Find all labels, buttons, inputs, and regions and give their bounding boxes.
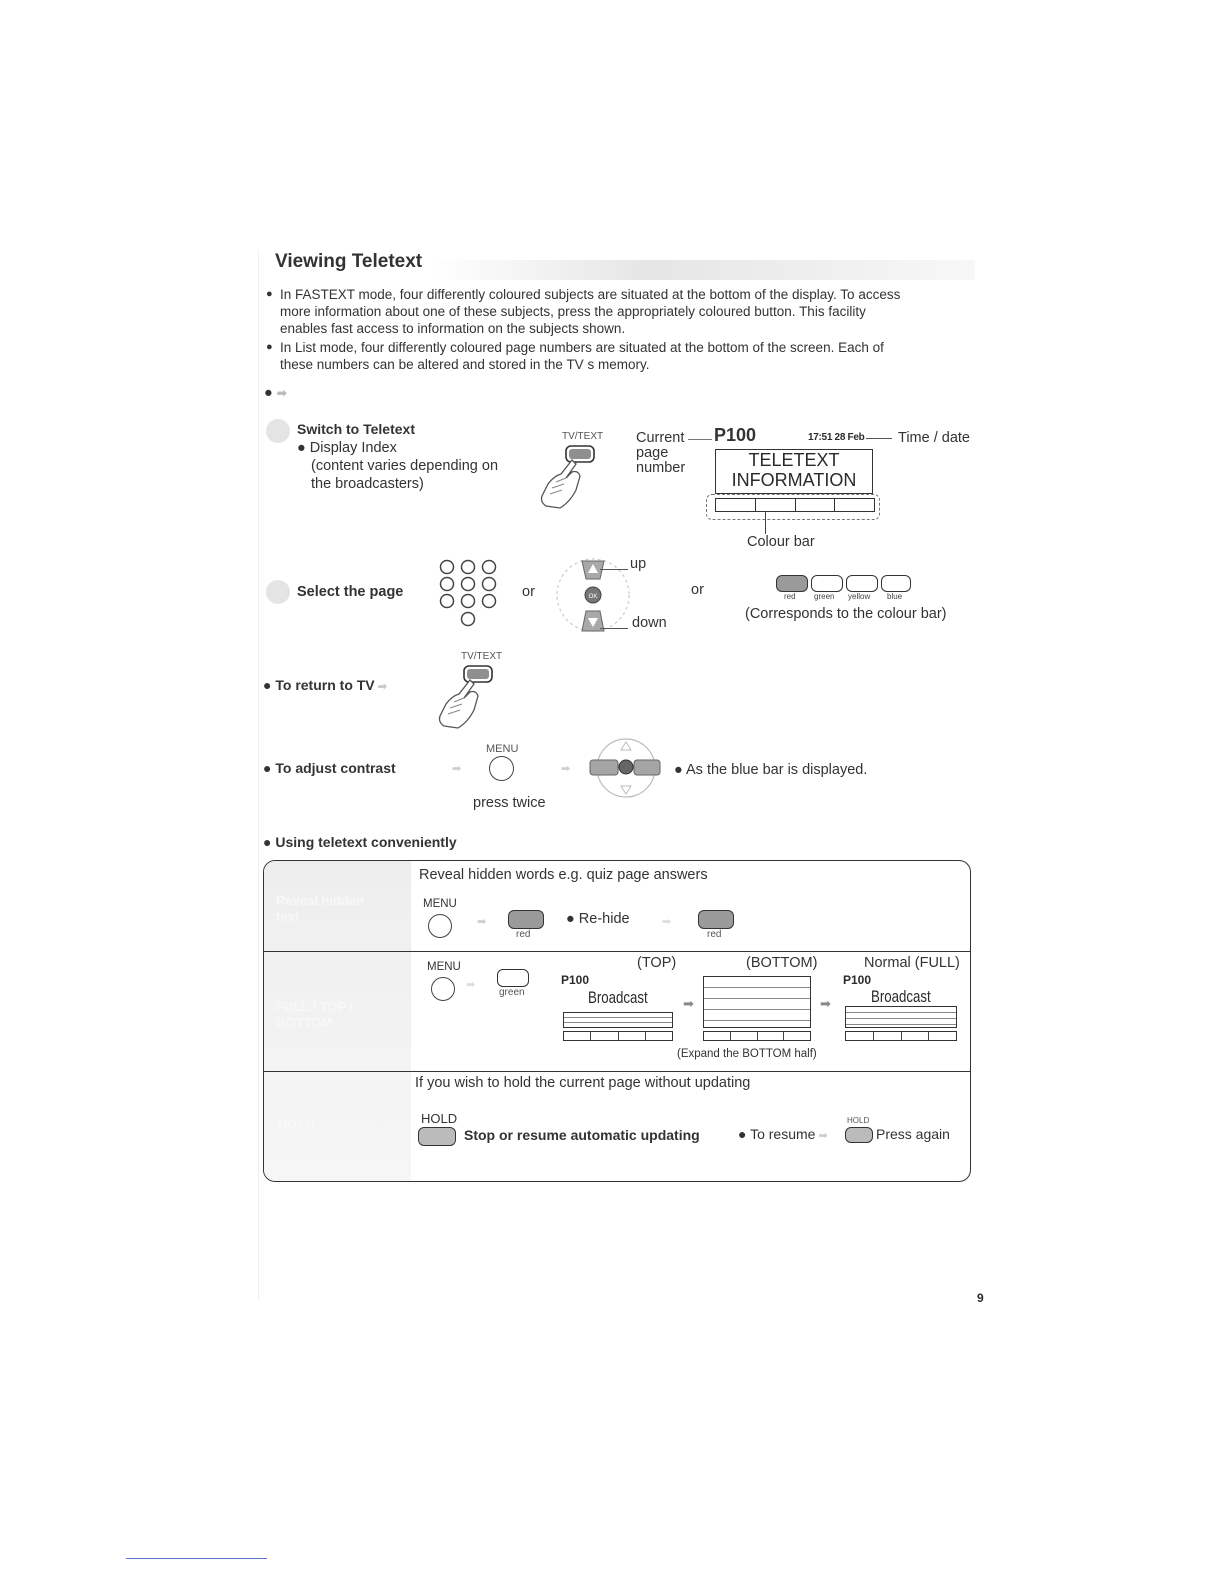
screen-line-1: TELETEXT <box>748 450 840 470</box>
stop-resume-label: Stop or resume automatic updating <box>464 1127 700 1143</box>
expand-label: (Expand the BOTTOM half) <box>677 1048 817 1060</box>
colour-bar <box>715 498 875 512</box>
menu-label: MENU <box>486 743 519 755</box>
hand-press-icon <box>436 664 500 730</box>
bullet-1 <box>266 286 901 337</box>
red-label: red <box>784 592 796 601</box>
leader-line <box>688 439 712 440</box>
normal-label: Normal (FULL) <box>864 955 960 971</box>
arrow-icon: ➡ <box>683 996 694 1011</box>
hold-button[interactable] <box>418 1127 456 1146</box>
time-date-label: Time / date <box>898 430 970 446</box>
page-title: Viewing Teletext <box>275 251 423 272</box>
bullet-line: enables fast access to information on the subjects shown. <box>280 321 626 336</box>
menu-label: MENU <box>427 961 461 973</box>
broadcast-label: Broadcast <box>588 988 648 1007</box>
or-label-2: or <box>691 582 704 598</box>
arrow-icon: ➡ <box>820 996 831 1011</box>
down-label: down <box>632 615 667 631</box>
row-divider <box>264 1071 970 1072</box>
corresponds-label: (Corresponds to the colour bar) <box>745 606 947 622</box>
step-2-badge <box>266 580 290 604</box>
press-twice-label: press twice <box>473 795 546 811</box>
menu-button[interactable] <box>431 977 455 1001</box>
tvtext-label-2: TV/TEXT <box>461 651 503 662</box>
step-1-line1: ● Display Index <box>297 440 397 456</box>
red-label: red <box>516 929 531 940</box>
top-screen-lines <box>563 1012 673 1028</box>
bottom-screen <box>703 976 811 1028</box>
step-1-line3: the broadcasters) <box>311 476 424 492</box>
blue-label: blue <box>887 592 903 601</box>
page-label: page <box>636 445 669 461</box>
step-1-line2: (content varies depending on <box>311 458 499 474</box>
hold-label: HOLD <box>421 1111 458 1126</box>
title-fade-bar <box>430 260 975 280</box>
colour-bar-yellow <box>796 499 836 511</box>
colour-bar-green <box>756 499 796 511</box>
svg-text:OK: OK <box>588 594 598 600</box>
footer-underline <box>126 1558 267 1559</box>
arrow-icon: ➡ <box>477 916 487 928</box>
yellow-button[interactable] <box>846 575 878 592</box>
full-screen-lines <box>845 1006 957 1028</box>
contrast-note: ● As the blue bar is displayed. <box>674 762 868 778</box>
return-tv-row: ● To return to TV ➡ <box>263 677 387 693</box>
arrow-icon: ➡ <box>466 979 476 991</box>
bottom-colour-bar <box>703 1031 811 1041</box>
screen-line-2: INFORMATION <box>731 470 857 490</box>
red-button[interactable] <box>776 575 808 592</box>
time-text: 17:51 28 Feb <box>808 432 865 443</box>
menu-label: MENU <box>423 898 457 910</box>
leader-line <box>765 512 766 534</box>
reveal-side-label: Reveal hidden text <box>276 893 365 924</box>
bullet-line: In List mode, four differently coloured page numbers are situated at the bottom of the screen. Each of <box>280 340 884 355</box>
full-colour-bar <box>845 1031 957 1041</box>
change-mode-row <box>264 385 287 401</box>
green-label: green <box>499 987 525 998</box>
leader-line <box>600 628 628 629</box>
cursor-pad-icon[interactable] <box>550 555 636 637</box>
step-2-title: Select the page <box>297 584 404 600</box>
page-number: 9 <box>977 1291 984 1305</box>
bullet-dot: ● <box>266 341 273 353</box>
convenient-heading: ● Using teletext conveniently <box>263 834 457 850</box>
hold-label-small: HOLD <box>847 1116 870 1125</box>
green-label: green <box>814 592 835 601</box>
bullet-dot: ● <box>266 288 273 300</box>
current-label: Current <box>636 430 685 446</box>
arrow-icon: ➡ <box>561 763 571 775</box>
page-code: P100 <box>714 425 757 445</box>
rehide-label: ● Re-hide <box>566 911 630 927</box>
menu-button[interactable] <box>428 914 452 938</box>
hold-side-label: HOLD <box>278 1116 315 1131</box>
bullet-line: more information about one of these subjects, press the appropriately coloured button. This facility <box>280 304 866 319</box>
hand-press-icon <box>536 444 600 510</box>
red-button[interactable] <box>508 910 544 929</box>
or-label-1: or <box>522 584 535 600</box>
yellow-label: yellow <box>848 592 871 601</box>
press-again-label: Press again <box>876 1126 950 1142</box>
bullet-line: In FASTEXT mode, four differently coloured subjects are situated at the bottom of the display. To access <box>280 287 901 302</box>
teletext-screen <box>715 449 873 494</box>
step-1-badge <box>266 419 290 443</box>
row-divider <box>264 951 970 952</box>
p100-label: P100 <box>843 973 872 987</box>
scan-edge <box>258 250 259 1300</box>
reveal-text: Reveal hidden words e.g. quiz page answers <box>419 867 708 883</box>
adjust-contrast-label: ● To adjust contrast <box>263 760 396 776</box>
top-label: (TOP) <box>637 955 677 971</box>
step-1-title: Switch to Teletext <box>297 421 415 437</box>
colour-bar-blue <box>835 499 874 511</box>
bullet-2 <box>266 339 884 373</box>
arrow-icon: ➡ <box>276 386 287 400</box>
red-button[interactable] <box>698 910 734 929</box>
leader-line <box>600 569 628 570</box>
to-resume-label: ● To resume ➡ <box>738 1126 828 1142</box>
hold-button[interactable] <box>845 1127 873 1143</box>
bullet-line: these numbers can be altered and stored in the TV s memory. <box>280 357 650 372</box>
broadcast-label: Broadcast <box>871 987 931 1006</box>
leader-line <box>866 438 892 439</box>
bottom-label: (BOTTOM) <box>746 955 818 971</box>
green-button[interactable] <box>497 969 529 987</box>
red-label: red <box>707 929 722 940</box>
full-side-label: FULL / TOP / BOTTOM <box>276 999 354 1030</box>
bullet-dot: ● <box>264 385 273 401</box>
up-label: up <box>630 556 647 572</box>
hold-text: If you wish to hold the current page without updating <box>415 1075 751 1091</box>
top-colour-bar <box>563 1031 673 1041</box>
arrow-icon: ➡ <box>452 763 462 775</box>
arrow-icon: ➡ <box>662 916 672 928</box>
p100-label: P100 <box>561 973 590 987</box>
colour-bar-label: Colour bar <box>747 534 815 550</box>
menu-button[interactable] <box>489 756 514 781</box>
colour-bar-red <box>716 499 756 511</box>
tvtext-label: TV/TEXT <box>562 431 604 442</box>
number-keypad-icon <box>436 558 506 630</box>
green-button[interactable] <box>811 575 843 592</box>
contrast-pad-icon[interactable] <box>586 736 664 800</box>
blue-button[interactable] <box>881 575 911 592</box>
arrow-icon: ➡ <box>374 681 387 693</box>
number-label: number <box>636 460 686 476</box>
